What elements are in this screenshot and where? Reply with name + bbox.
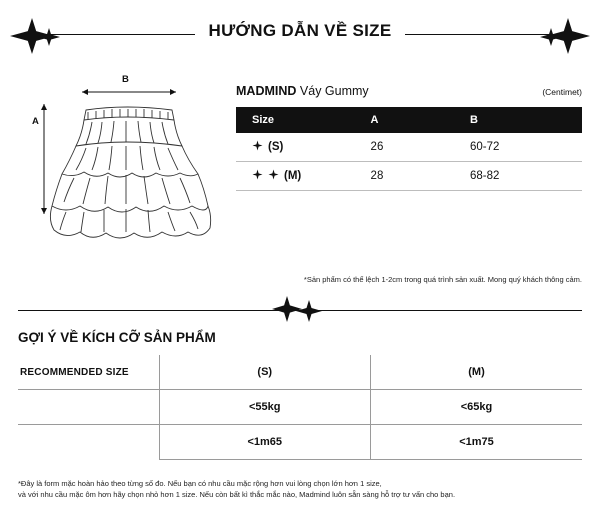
measurement-unit-label: (Centimet): [542, 87, 582, 97]
recommended-size-m: (M): [371, 355, 583, 390]
value-b-s: 60-72: [454, 133, 582, 162]
product-name: [236, 84, 369, 98]
value-a-s: 26: [361, 133, 454, 162]
weight-row-label: [18, 390, 159, 425]
size-label-s: (S): [268, 141, 284, 153]
weight-value-s: <55kg: [159, 390, 371, 425]
recommended-size-s: (S): [159, 355, 371, 390]
section-divider: [0, 294, 600, 320]
page-title: HƯỚNG DẪN VỀ SIZE: [195, 21, 406, 41]
production-tolerance-note: *Sản phẩm có thể lệch 1-2cm trong quá trình sản xuất. Mong quý khách thông cảm.: [303, 275, 582, 284]
footnote-line-1: *Đây là form mặc hoàn hảo theo từng số đo. Nếu bạn có nhu cầu mặc rộng hơn vui lòng chọn lớn hơn 1 size,: [18, 479, 382, 488]
recommended-header-row: [18, 355, 582, 390]
size-advice-footnote: [0, 478, 600, 501]
value-b-m: 68-82: [454, 162, 582, 191]
height-value-s: <1m65: [159, 425, 371, 460]
star-icon-header-left-small: [38, 28, 60, 46]
height-value-m: <1m75: [371, 425, 583, 460]
garment-figure-column: [18, 66, 236, 249]
size-table-header-row: [236, 107, 582, 133]
size-cell-m: [236, 162, 361, 191]
column-header-b: B: [454, 107, 582, 133]
size-measurement-table: [236, 107, 582, 191]
star-icon-size-m-1: [252, 169, 263, 183]
size-guide-top-section: [0, 66, 600, 249]
garment-illustration: [26, 74, 226, 249]
product-model: Váy Gummy: [299, 84, 369, 98]
table-row: [18, 425, 582, 460]
height-row-label: [18, 425, 159, 460]
dimension-label-b: B: [122, 74, 129, 85]
skirt-sketch-icon: [26, 74, 226, 249]
size-table-column: [236, 66, 582, 249]
star-icon-size-m-2: [268, 169, 279, 183]
star-icon-size-s: [252, 140, 263, 154]
page-header: [0, 0, 600, 62]
star-icon-header-right-small: [540, 28, 562, 46]
column-header-a: A: [361, 107, 454, 133]
recommended-size-title: GỢI Ý VỀ KÍCH CỠ SẢN PHẨM: [18, 330, 216, 345]
size-label-m: (M): [284, 170, 302, 182]
product-brand: MADMIND: [236, 84, 297, 98]
value-a-m: 28: [361, 162, 454, 191]
table-row: [236, 162, 582, 191]
star-icon-divider-right: [296, 300, 322, 322]
recommended-size-label: RECOMMENDED SIZE: [18, 355, 159, 390]
recommended-size-table: [18, 355, 582, 460]
product-heading-row: [236, 84, 582, 98]
dimension-label-a: A: [32, 116, 39, 127]
table-row: [18, 390, 582, 425]
footnote-line-2: và với nhu cầu mặc ôm hơn hãy chọn nhỏ hơn 1 size. Nếu còn bất kì thắc mắc nào, Madmind luôn sẵn sàng hỗ trợ tư vấn cho bạn.: [18, 490, 456, 500]
table-row: [236, 133, 582, 162]
size-cell-s: [236, 133, 361, 162]
column-header-size: Size: [236, 107, 361, 133]
weight-value-m: <65kg: [371, 390, 583, 425]
